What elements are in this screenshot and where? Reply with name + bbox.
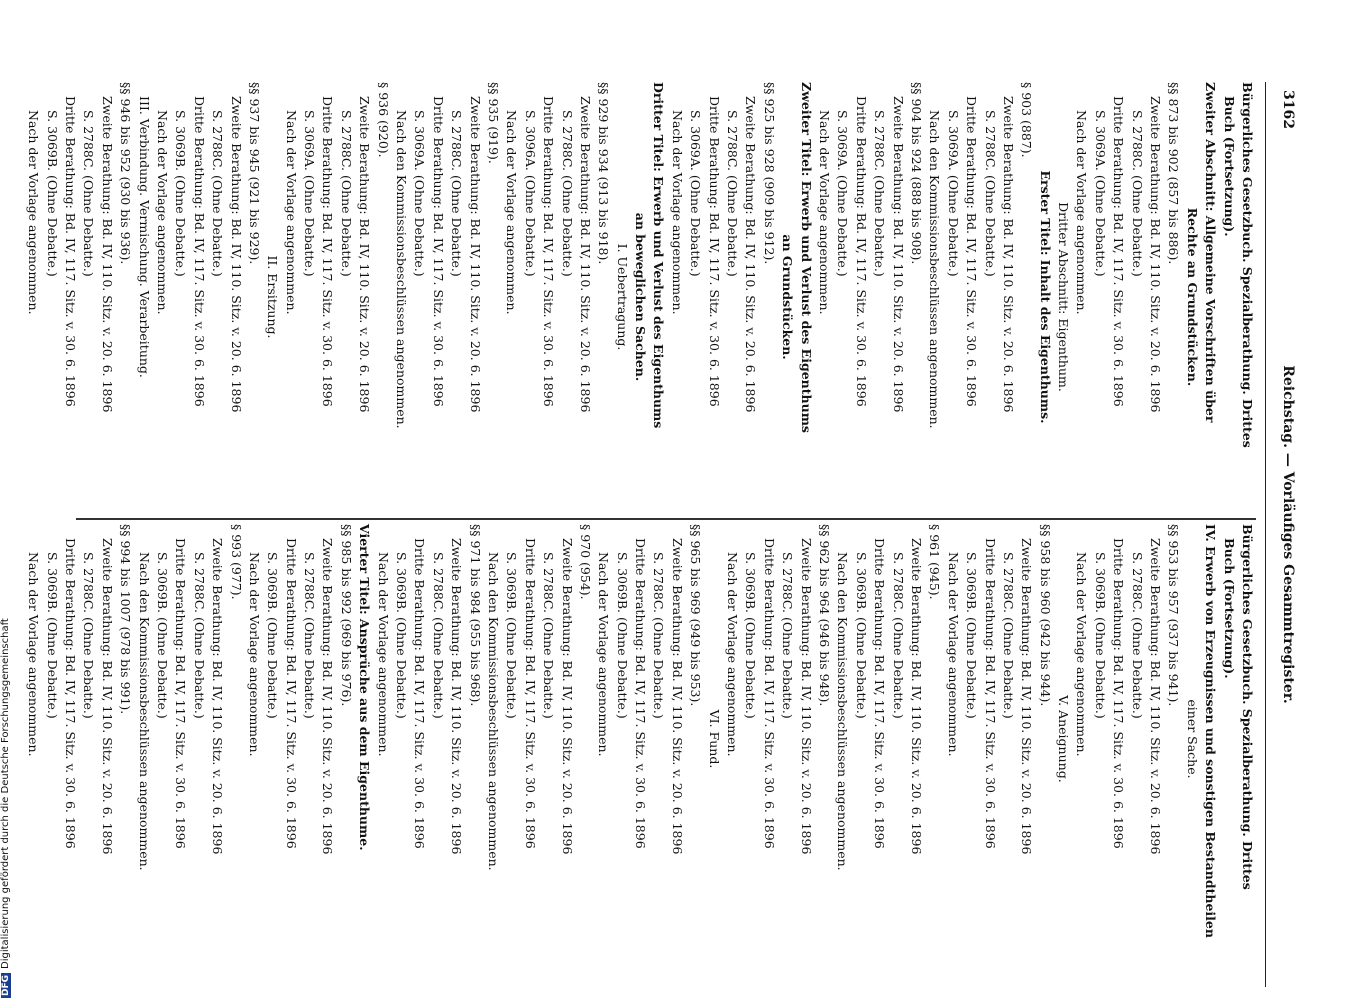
text-line: Zweite Berathung: Bd. IV, 110. Sitz. v. 20. 6. 1896 [210, 538, 226, 855]
text-line: S. 2788C. (Ohne Debatte.) [559, 110, 575, 277]
text-line: V. Aneignung. [1056, 695, 1072, 783]
text-line: S. 2788C. (Ohne Debatte.) [302, 552, 318, 719]
text-line: Dritte Berathung: Bd. IV, 117. Sitz. v. 30. 6. 1896 [872, 538, 888, 849]
text-line: S. 2788C. (Ohne Debatte.) [1129, 552, 1145, 719]
text-line: S. 2788C. (Ohne Debatte.) [81, 552, 97, 719]
digitization-note [0, 0, 14, 998]
text-line: Zweite Berathung: Bd. IV, 110. Sitz. v. 20. 6. 1896 [798, 538, 814, 855]
text-line: Buch (Fortsetzung). [1221, 538, 1237, 679]
text-line: S. 2788C. (Ohne Debatte.) [1000, 552, 1016, 719]
right-column [26, 524, 1256, 954]
text-line: S. 2788C. (Ohne Debatte.) [982, 110, 998, 277]
text-line: Bürgerliches Gesetzbuch. Spezialberathung. Drittes [1240, 524, 1255, 890]
text-line: Dritte Berathung: Bd. IV, 117. Sitz. v. 30. 6. 1896 [63, 96, 78, 407]
text-line: Dritter Abschnitt: Eigenthum. [1056, 202, 1072, 392]
text-line: S. 3069A. (Ohne Debatte.) [302, 110, 318, 277]
text-line: Nach der Vorlage angenommen. [1074, 552, 1090, 757]
text-line: Zweiter Titel: Erwerb und Verlust des Eigenthums [798, 82, 814, 433]
text-line: S. 2788C. (Ohne Debatte.) [430, 552, 446, 719]
text-line: Nach der Vorlage angenommen. [504, 110, 520, 315]
text-line: S. 2788C. (Ohne Debatte.) [725, 110, 741, 277]
text-line: Nach der Vorlage angenommen. [26, 552, 42, 757]
page-title: Reichstag. — Vorläufiges Gesammtregister. [1280, 365, 1296, 704]
text-line: S. 2788C. (Ohne Debatte.) [872, 110, 888, 277]
text-line: Nach der Vorlage angenommen. [154, 110, 170, 315]
text-line: Vierter Titel: Ansprüche aus dem Eigenthume. [357, 524, 373, 851]
text-line: Nach der Vorlage angenommen. [246, 552, 262, 757]
text-line: Nach den Kommissionsbeschlüssen angenommen. [136, 552, 152, 871]
text-line: S. 3069B. (Ohne Debatte.) [743, 552, 759, 719]
text-line: §§ 994 bis 1007 (978 bis 991). [118, 524, 134, 715]
text-line: Zweite Berathung: Bd. IV, 110. Sitz. v. 20. 6. 1896 [1148, 538, 1164, 855]
text-line: Zweite Berathung: Bd. IV, 110. Sitz. v. 20. 6. 1896 [449, 538, 465, 855]
text-line: §§ 929 bis 934 (913 bis 918). [596, 82, 612, 265]
text-line: §§ 946 bis 952 (930 bis 936). [118, 82, 134, 265]
text-line: S. 2788C. (Ohne Debatte.) [210, 110, 226, 277]
text-line: S. 3069A. (Ohne Debatte.) [945, 110, 961, 277]
text-line: §§ 925 bis 928 (909 bis 912). [761, 82, 777, 265]
text-line: Dritte Berathung: Bd. IV, 117. Sitz. v. 30. 6. 1896 [964, 96, 980, 407]
text-line: S. 2788C. (Ohne Debatte.) [890, 552, 906, 719]
left-column [26, 82, 1256, 512]
text-line: I. Uebertragung. [614, 243, 630, 351]
text-line: III. Verbindung. Vermischung. Verarbeitung. [136, 96, 152, 378]
text-line: S. 2788C. (Ohne Debatte.) [780, 552, 796, 719]
text-line: Nach den Kommissionsbeschlüssen angenommen. [835, 552, 851, 871]
header-rule [1265, 82, 1266, 987]
text-line: §§ 953 bis 957 (937 bis 941). [1166, 524, 1182, 707]
text-line: S. 2788C. (Ohne Debatte.) [541, 552, 557, 719]
text-line: S. 3069A. (Ohne Debatte.) [835, 110, 851, 277]
text-line: Zweite Berathung: Bd. IV, 110. Sitz. v. 20. 6. 1896 [320, 538, 336, 855]
text-line: Dritte Berathung: Bd. IV, 117. Sitz. v. 30. 6. 1896 [320, 96, 336, 407]
text-line: Dritte Berathung: Bd. IV, 117. Sitz. v. 30. 6. 1896 [173, 538, 189, 849]
text-line: Dritte Berathung: Bd. IV, 117. Sitz. v. 30. 6. 1896 [761, 538, 777, 849]
text-line: Zweite Berathung: Bd. IV, 110. Sitz. v. 20. 6. 1896 [577, 96, 593, 413]
dfg-logo: DFG [1, 974, 11, 996]
rotated-page [26, 82, 1300, 987]
text-line: § 961 (945). [927, 524, 943, 600]
text-line: Nach der Vorlage angenommen. [26, 110, 42, 315]
text-line: S. 3069A. (Ohne Debatte.) [412, 110, 428, 277]
text-line: S. 3069B. (Ohne Debatte.) [964, 552, 980, 719]
text-line: Rechte an Grundstücken. [1184, 207, 1200, 387]
text-line: an Grundstücken. [780, 234, 796, 360]
text-line: Nach der Vorlage angenommen. [817, 110, 833, 315]
text-line: S. 2788C. (Ohne Debatte.) [81, 110, 97, 277]
text-line: Nach der Vorlage angenommen. [725, 552, 741, 757]
text-line: S. 3096A. (Ohne Debatte.) [522, 110, 538, 277]
text-line: Zweite Berathung: Bd. IV, 110. Sitz. v. 20. 6. 1896 [1148, 96, 1164, 413]
text-line: Zweite Berathung: Bd. IV, 110. Sitz. v. 20. 6. 1896 [669, 538, 685, 855]
text-line: Nach der Vorlage angenommen. [1074, 110, 1090, 315]
text-line: §§ 965 bis 969 (949 bis 953). [688, 524, 704, 707]
text-line: §§ 935 (919). [485, 82, 501, 164]
text-line: Nach der Vorlage angenommen. [375, 552, 391, 757]
text-line: S. 3069B. (Ohne Debatte.) [44, 110, 60, 277]
text-line: Dritte Berathung: Bd. IV, 117. Sitz. v. 30. 6. 1896 [853, 96, 869, 407]
text-line: Dritte Berathung: Bd. IV, 117. Sitz. v. 30. 6. 1896 [522, 538, 538, 849]
column-divider [76, 518, 1256, 520]
text-line: § 993 (977). [228, 524, 244, 600]
text-line: S. 2788C. (Ohne Debatte.) [449, 110, 465, 277]
text-line: § 903 (887). [1019, 82, 1035, 158]
text-line: S. 2788C. (Ohne Debatte.) [338, 110, 354, 277]
text-line: Nach den Kommissionsbeschlüssen angenommen. [485, 552, 501, 871]
text-line: Dritte Berathung: Bd. IV, 117. Sitz. v. 30. 6. 1896 [982, 538, 998, 849]
text-line: S. 2788C. (Ohne Debatte.) [1129, 110, 1145, 277]
text-line: an beweglichen Sachen. [633, 212, 649, 382]
text-line: S. 2788C. (Ohne Debatte.) [191, 552, 207, 719]
text-line: §§ 971 bis 984 (955 bis 968). [467, 524, 483, 707]
digitization-text: Digitalisierung gefördert durch die Deutsche Forschungsgemeinschaft [0, 618, 11, 969]
text-line: Zweite Berathung: Bd. IV, 110. Sitz. v. 20. 6. 1896 [228, 96, 244, 413]
text-line: Zweite Berathung: Bd. IV, 110. Sitz. v. 20. 6. 1896 [890, 96, 906, 413]
text-line: Dritte Berathung: Bd. IV, 117. Sitz. v. 30. 6. 1896 [706, 96, 722, 407]
text-line: S. 3069B. (Ohne Debatte.) [614, 552, 630, 719]
text-line: Zweite Berathung: Bd. IV, 110. Sitz. v. 20. 6. 1896 [357, 96, 373, 413]
text-line: II. Ersitzung. [265, 255, 281, 339]
text-line: Buch (Fortsetzung). [1221, 96, 1237, 237]
text-line: §§ 985 bis 992 (969 bis 976). [338, 524, 354, 707]
text-line: Zweite Berathung: Bd. IV, 110. Sitz. v. 20. 6. 1896 [99, 538, 115, 855]
text-line: Zweite Berathung: Bd. IV, 110. Sitz. v. 20. 6. 1896 [467, 96, 483, 413]
text-line: Dritte Berathung: Bd. IV, 117. Sitz. v. 30. 6. 1896 [283, 538, 299, 849]
text-line: Dritte Berathung: Bd. IV, 117. Sitz. v. 30. 6. 1896 [191, 96, 207, 407]
text-line: Nach der Vorlage angenommen. [669, 110, 685, 315]
page-header [1272, 82, 1300, 987]
text-line: VI. Fund. [706, 709, 722, 769]
text-line: §§ 904 bis 924 (888 bis 908). [908, 82, 924, 265]
text-line: Nach der Vorlage angenommen. [283, 110, 299, 315]
text-line: Dritte Berathung: Bd. IV, 117. Sitz. v. 30. 6. 1896 [63, 538, 78, 849]
text-line: S. 3069B. (Ohne Debatte.) [853, 552, 869, 719]
page-number: 3162 [1280, 90, 1296, 129]
text-line: S. 3069B. (Ohne Debatte.) [154, 552, 170, 719]
text-line: Zweite Berathung: Bd. IV, 110. Sitz. v. 20. 6. 1896 [1019, 538, 1035, 855]
text-line: Dritte Berathung: Bd. IV, 117. Sitz. v. 30. 6. 1896 [541, 96, 557, 407]
text-line: S. 3069B. (Ohne Debatte.) [504, 552, 520, 719]
text-line: einer Sache. [1184, 699, 1200, 779]
text-line: S. 3069A. (Ohne Debatte.) [688, 110, 704, 277]
text-line: §§ 958 bis 960 (942 bis 944). [1037, 524, 1053, 707]
text-line: S. 3069B. (Ohne Debatte.) [394, 552, 410, 719]
text-line: § 936 (920). [375, 82, 391, 158]
text-line: Nach den Kommissionsbeschlüssen angenommen. [394, 110, 410, 429]
text-line: Nach der Vorlage angenommen. [945, 552, 961, 757]
text-line: Dritte Berathung: Bd. IV, 117. Sitz. v. 30. 6. 1896 [1111, 538, 1127, 849]
text-line: §§ 962 bis 964 (946 bis 948). [817, 524, 833, 707]
text-line: Dritte Berathung: Bd. IV, 117. Sitz. v. 30. 6. 1896 [633, 538, 649, 849]
text-line: §§ 937 bis 945 (921 bis 929). [246, 82, 262, 265]
text-line: S. 2788C. (Ohne Debatte.) [651, 552, 667, 719]
text-line: Nach der Vorlage angenommen. [596, 552, 612, 757]
text-line: S. 3069B. (Ohne Debatte.) [44, 552, 60, 719]
text-line: Zweite Berathung: Bd. IV, 110. Sitz. v. 20. 6. 1896 [743, 96, 759, 413]
text-line: Dritter Titel: Erwerb und Verlust des Eigenthums [651, 82, 667, 429]
text-line: § 970 (954). [577, 524, 593, 600]
text-line: Zweite Berathung: Bd. IV, 110. Sitz. v. 20. 6. 1896 [908, 538, 924, 855]
text-line: Zweiter Abschnitt: Allgemeine Vorschriften über [1203, 82, 1219, 423]
text-line: Zweite Berathung: Bd. IV, 110. Sitz. v. 20. 6. 1896 [99, 96, 115, 413]
text-line: Zweite Berathung: Bd. IV, 110. Sitz. v. 20. 6. 1896 [559, 538, 575, 855]
text-line: S. 3069B. (Ohne Debatte.) [173, 110, 189, 277]
text-line: IV. Erwerb von Erzeugnissen und sonstigen Bestandtheilen [1203, 524, 1219, 938]
text-line: §§ 873 bis 902 (857 bis 886). [1166, 82, 1182, 265]
text-line: Dritte Berathung: Bd. IV, 117. Sitz. v. 30. 6. 1896 [1111, 96, 1127, 407]
text-line: S. 3069B. (Ohne Debatte.) [265, 552, 281, 719]
text-line: S. 3069A. (Ohne Debatte.) [1092, 110, 1108, 277]
text-line: Bürgerliches Gesetzbuch. Spezialberathung. Drittes [1240, 82, 1255, 448]
text-line: Erster Titel: Inhalt des Eigenthums. [1037, 170, 1053, 424]
text-line: Dritte Berathung: Bd. IV, 117. Sitz. v. 30. 6. 1896 [430, 96, 446, 407]
text-line: S. 3069B. (Ohne Debatte.) [1092, 552, 1108, 719]
text-line: Nach den Kommissionsbeschlüssen angenommen. [927, 110, 943, 429]
text-line: Zweite Berathung: Bd. IV, 110. Sitz. v. 20. 6. 1896 [1000, 96, 1016, 413]
text-line: Dritte Berathung: Bd. IV, 117. Sitz. v. 30. 6. 1896 [412, 538, 428, 849]
